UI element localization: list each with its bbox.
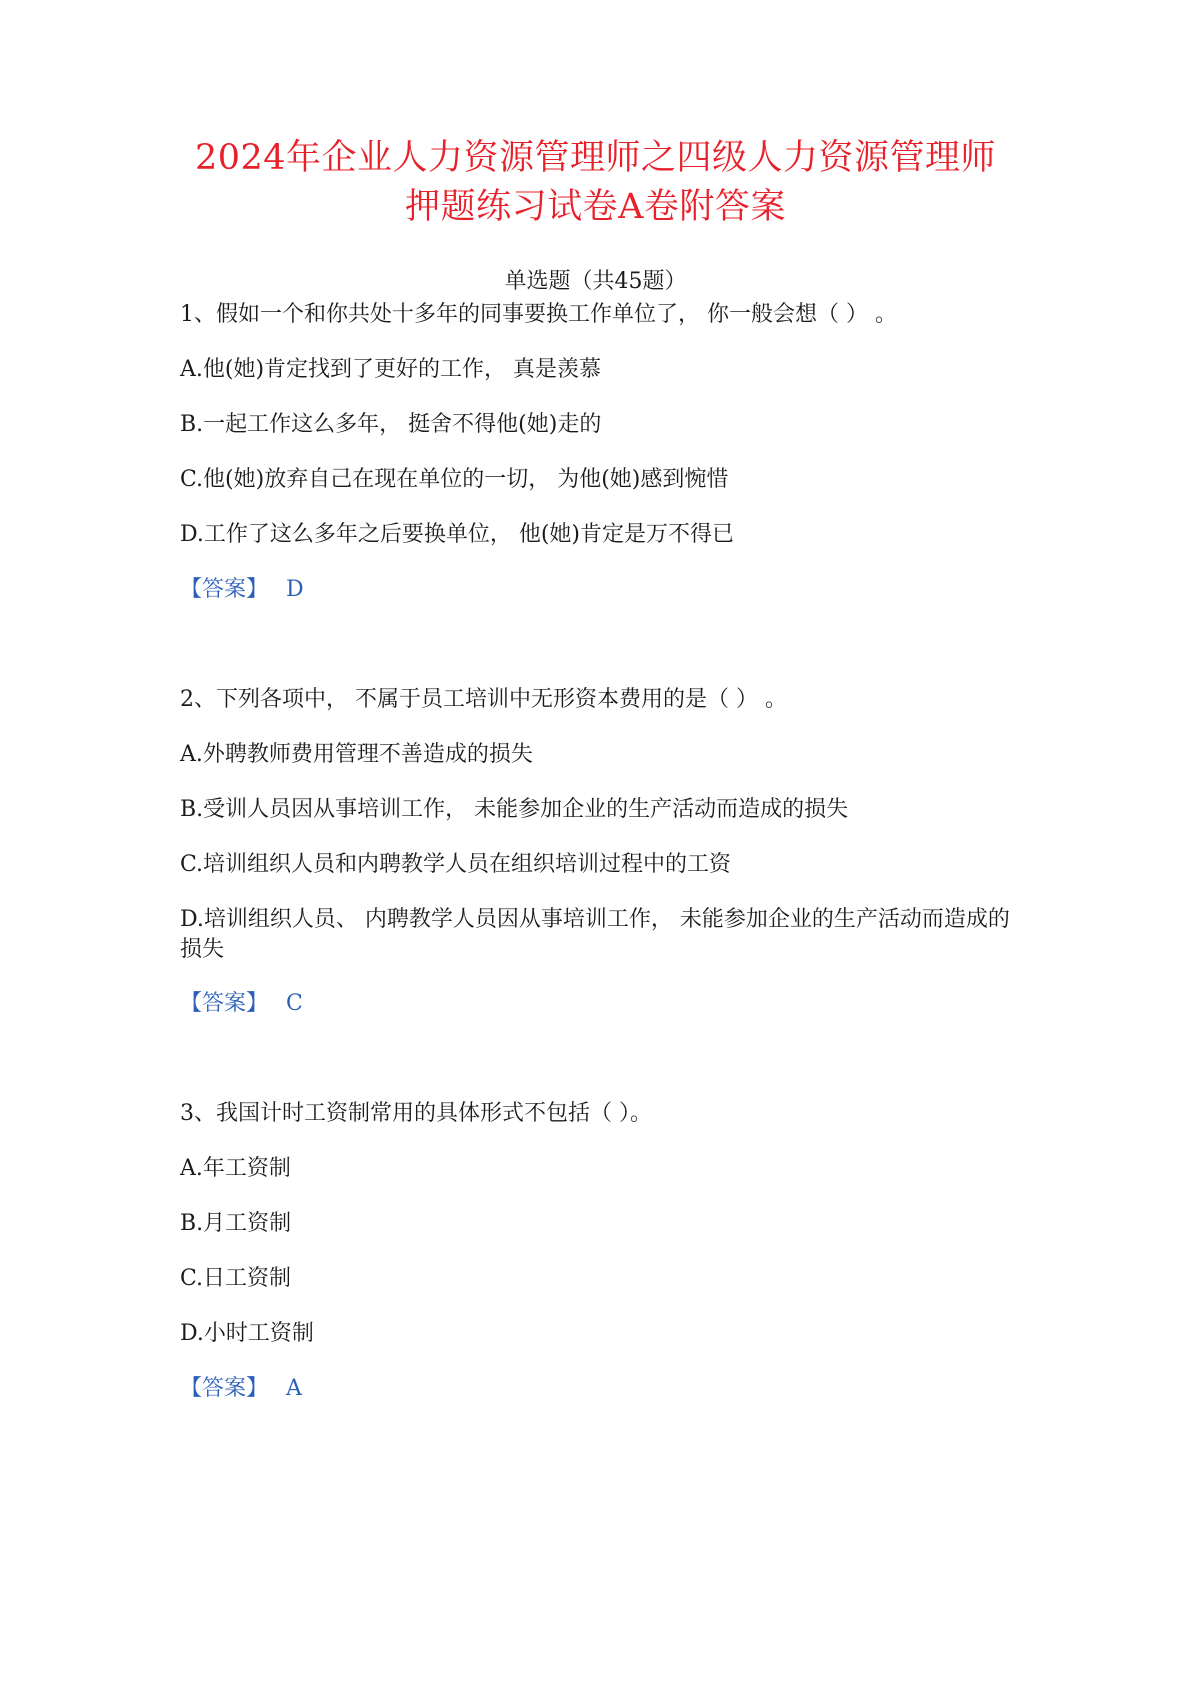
question-2-stem: 2、下列各项中， 不属于员工培训中无形资本费用的是（ ） 。 bbox=[180, 687, 787, 712]
question-2-answer bbox=[180, 989, 303, 1019]
document-title-line-1: 2024年企业人力资源管理师之四级人力资源管理师 bbox=[194, 138, 997, 178]
question-3-answer bbox=[180, 1374, 302, 1404]
answer-value: A bbox=[286, 1376, 302, 1401]
answer-label: 【答案】 bbox=[180, 577, 269, 602]
section-title: 单选题（共45题） bbox=[504, 269, 687, 294]
question-3-option-b: B.月工资制 bbox=[180, 1211, 292, 1236]
question-3-option-a: A.年工资制 bbox=[180, 1156, 291, 1181]
question-1-option-a: A.他(她)肯定找到了更好的工作， 真是羡慕 bbox=[180, 357, 602, 382]
question-2-option-b: B.受训人员因从事培训工作， 未能参加企业的生产活动而造成的损失 bbox=[180, 797, 849, 822]
question-1-option-b: B.一起工作这么多年， 挺舍不得他(她)走的 bbox=[180, 412, 602, 437]
question-1-option-d: D.工作了这么多年之后要换单位， 他(她)肯定是万不得已 bbox=[180, 522, 735, 547]
question-3-option-d: D.小时工资制 bbox=[180, 1321, 314, 1346]
answer-value: D bbox=[286, 577, 304, 602]
answer-value: C bbox=[286, 991, 303, 1016]
question-2-option-d: D.培训组织人员、 内聘教学人员因从事培训工作， 未能参加企业的生产活动而造成的损失 bbox=[180, 907, 1010, 962]
question-1-stem: 1、假如一个和你共处十多年的同事要换工作单位了， 你一般会想（ ） 。 bbox=[180, 302, 897, 327]
question-3-option-c: C.日工资制 bbox=[180, 1266, 292, 1291]
question-1-answer bbox=[180, 575, 304, 605]
answer-label: 【答案】 bbox=[180, 991, 269, 1016]
question-2-option-c: C.培训组织人员和内聘教学人员在组织培训过程中的工资 bbox=[180, 852, 732, 877]
question-1-option-c: C.他(她)放弃自己在现在单位的一切， 为他(她)感到惋惜 bbox=[180, 467, 729, 492]
answer-label: 【答案】 bbox=[180, 1376, 269, 1401]
question-2-option-a: A.外聘教师费用管理不善造成的损失 bbox=[180, 742, 533, 767]
document-title-line-2: 押题练习试卷A卷附答案 bbox=[405, 187, 786, 227]
question-3-stem: 3、我国计时工资制常用的具体形式不包括（ ）。 bbox=[180, 1101, 652, 1126]
